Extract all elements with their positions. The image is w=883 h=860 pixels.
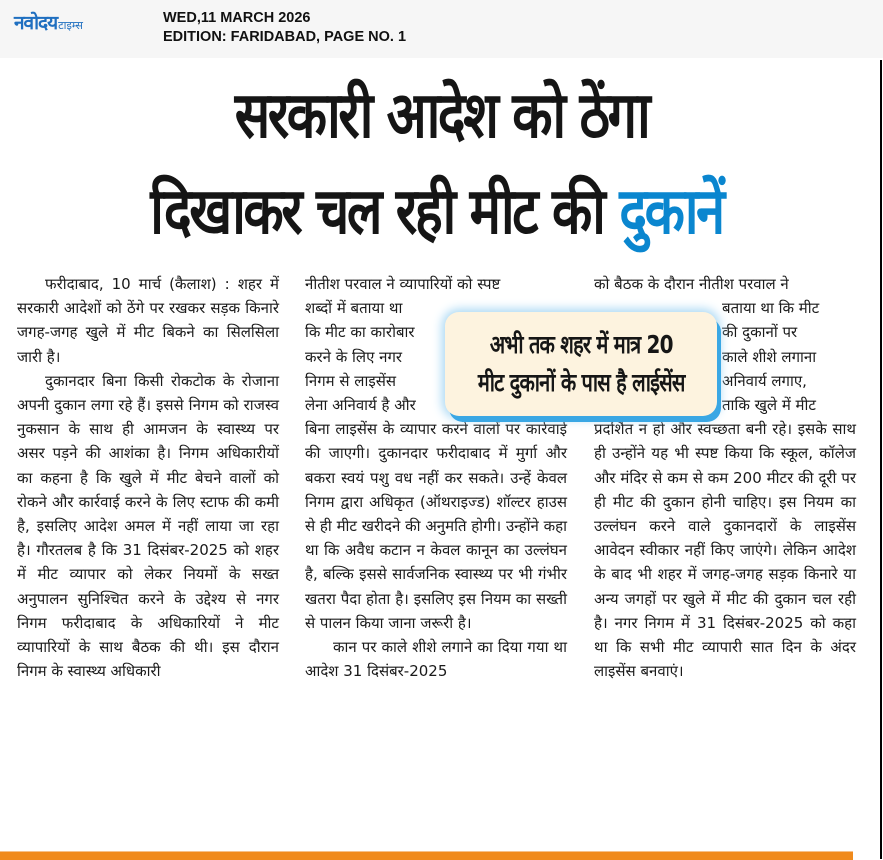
article-line: लेना अनिवार्य है और [305, 396, 416, 415]
edition-page: EDITION: FARIDABAD, PAGE NO. 1 [163, 29, 407, 45]
article-line: कि मीट का कारोबार [305, 323, 415, 342]
article-line: ताकि खुले में मीट [722, 396, 816, 415]
article-paragraph: फरीदाबाद, 10 मार्च (कैलाश) : शहर में सरकारी आदेशों को ठेंगे पर रखकर सड़क किनारे जगह-जगह खुले में मीट बिकने का सिलसिला जारी है। [17, 275, 279, 366]
newspaper-header-bar [0, 0, 883, 58]
headline-line-2-text: दिखाकर चल रही मीट की [150, 175, 620, 249]
article-line: अनिवार्य लगाए, [722, 371, 807, 390]
pull-quote-line-1: अभी तक शहर में मात्र 20 [489, 330, 673, 359]
article-line: शब्दों में बताया था [305, 299, 403, 318]
article-column-1 [17, 272, 279, 683]
article-line: करने के लिए नगर [305, 347, 403, 366]
pull-quote-box [445, 312, 717, 416]
publication-date: WED,11 MARCH 2026 [163, 10, 311, 26]
article-line: बताया था कि मीट [722, 299, 820, 318]
article-paragraph: कान पर काले शीशे लगाने का दिया गया था आदेश 31 दिसंबर-2025 [305, 638, 567, 681]
article-paragraph: प्रदर्शित न हो और स्वच्छता बनी रहे। इसके साथ ही उन्होंने यह भी स्पष्ट किया कि स्कूल, कॉलेज और मंदिर से कम से कम 200 मीटर की दूरी पर ही मीट की दुकान होनी चाहिए। इस नियम का उल्लंघन करने वाले दुकानदारों के लाइसेंस आवेदन स्वीकार नहीं किए जाएंगे। लेकिन आदेश के बाद भी शहर में जगह-जगह सड़क किनारे या अन्य जगहों पर खुले में मीट की दुकान चल रही है। नगर निगम में 31 दिसंबर-2025 को कहा था कि सभी मीट व्यापारी सात दिन के अंदर लाइसेंस बनवाएं। [594, 420, 856, 681]
article-line: को बैठक के दौरान नीतीश परवाल ने [594, 275, 789, 293]
logo-main-text: नवोदय [14, 12, 58, 34]
pull-quote-line-2: मीट दुकानों के पास है लाईसेंस [477, 368, 685, 397]
article-line: काले शीशे लगाना [722, 347, 817, 366]
article-line: नीतीश परवाल ने व्यापारियों को स्पष्ट [305, 275, 501, 293]
edition-info [163, 9, 406, 47]
newspaper-logo [14, 9, 83, 35]
headline-line-1: सरकारी आदेश को ठेंगा [234, 79, 649, 153]
headline-line-2 [70, 164, 802, 260]
article-paragraph: बिना लाइसेंस के व्यापार करने वालों पर कार्रवाई की जाएगी। दुकानदार फरीदाबाद में मुर्गा और बकरा स्वयं पशु वध नहीं कर सकते। उन्हें केवल निगम द्वारा अधिकृत (ऑथराइज्ड) शॉल्टर हाउस से ही मीट खरीदने की अनुमति होगी। उन्होंने कहा था कि अवैध कटान न केवल कानून का उल्लंघन है, बल्कि इससे सार्वजनिक स्वास्थ्य पर भी गंभीर खतरा पैदा होता है। इसलिए इस नियम का सख्ती से पालन किया जाना जरूरी है। [305, 420, 567, 632]
logo-sub-text: टाइम्स [58, 19, 83, 32]
article-headline [0, 68, 883, 260]
article-line: की दुकानों पर [722, 323, 798, 342]
headline-accent-word: दुकानें [619, 175, 723, 249]
article-line: निगम से लाइसेंस [305, 371, 397, 390]
article-paragraph: दुकानदार बिना किसी रोकटोक के रोजाना अपनी दुकान लगा रहे हैं। इससे निगम को राजस्व नुकसान के साथ ही आमजन के स्वास्थ्य पर असर पड़ने की आशंका है। निगम अधिकारीयों का कहना है कि खुले में मीट बेचने वालों को रोकने और कार्रवाई करने के लिए स्टाफ की कमी है, इसलिए आदेश अमल में नहीं लाया जा रहा है। गौरतलब है कि 31 दिसंबर-2025 को शहर में मीट व्यापार को लेकर नियमों के सख्त अनुपालन सुनिश्चित करने के उद्देश्य से नगर निगम फरीदाबाद के अधिकारियों ने मीट व्यापारियों के साथ बैठक की थी। इस दौरान निगम के स्वास्थ्य अधिकारी [17, 371, 279, 681]
